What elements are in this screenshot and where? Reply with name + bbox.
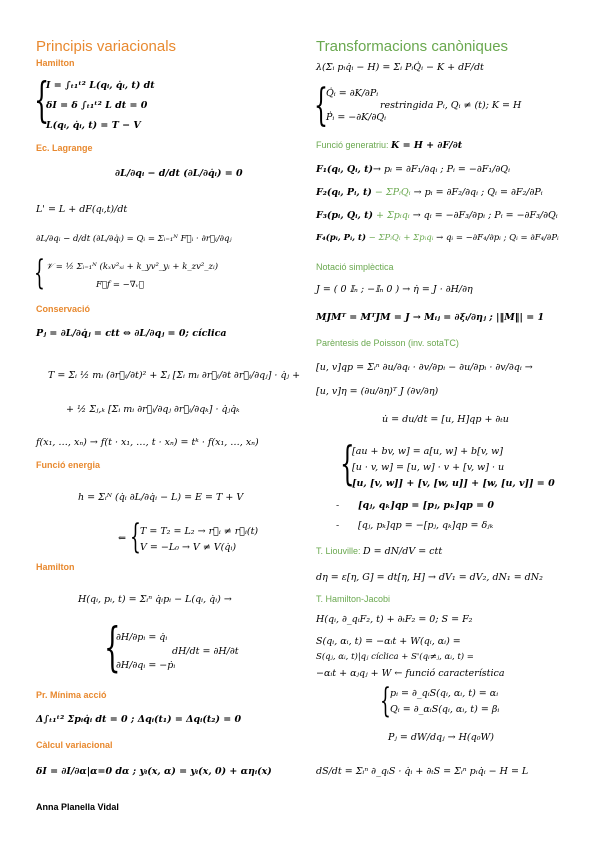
- section-minima-accio: Pr. Mínima acció: [36, 690, 107, 700]
- eq-restricted: restringida Pᵢ, Qᵢ ≠ (t); K = H: [380, 100, 522, 111]
- eq-conserved-momentum: Pⱼ = ∂L/∂q̇ⱼ = ctt ⇔ ∂L/∂qⱼ = 0; cíclica: [36, 328, 227, 339]
- eq-delta-action: δI = δ ∫ₜ₁ᵗ² L dt = 0: [46, 100, 148, 111]
- eq-hamiltonian: H(qᵢ, pᵢ, t) = Σᵢⁿ q̇ᵢpᵢ − L(qᵢ, q̇ᵢ) →: [78, 594, 232, 605]
- eq-energy-cond-1: T = T₂ = L₂ → r⃗ᵢ ≠ r⃗ᵢ(t): [140, 526, 259, 537]
- brace-restricted: {: [314, 80, 328, 131]
- section-simplectica: Notació simplèctica: [316, 262, 394, 272]
- eq-poisson-jacobi: [u, [v, w]] + [v, [w, u]] + [w, [u, v]] = 0: [352, 478, 555, 489]
- eq-action: I = ∫ₜ₁ᵗ² L(qᵢ, q̇ᵢ, t) dt: [46, 80, 155, 91]
- section-funcio-generatriu: Funció generatriu: K = H + ∂F/∂t: [316, 140, 463, 151]
- brace-poisson: {: [340, 436, 355, 490]
- eq-euler-homogeneous: f(x₁, …, xₙ) → f(t · x₁, …, t · xₙ) = tᵏ · f(x₁, …, xₙ): [36, 437, 259, 448]
- brace-hj: {: [380, 681, 391, 721]
- eq-dissipation: 𝒱 = ½ Σᵢ₌₁ᴺ (kₓv²ₓᵢ + k_yv²_yᵢ + k_zv²_zᵢ): [46, 262, 219, 272]
- gen-row-4: F₄(pᵢ, Pᵢ, t) − ΣPᵢQᵢ + Σpᵢqᵢ → qᵢ = −∂F₄/∂pᵢ ; Qᵢ = ∂F₄/∂Pᵢ: [316, 233, 559, 243]
- eq-poisson-linearity: [au + bv, w] = a[u, w] + b[v, w]: [352, 446, 503, 457]
- brace-hamilton: {: [34, 72, 50, 128]
- section-calcul-variacional: Càlcul variacional: [36, 740, 113, 750]
- eq-fundamental-2: [qⱼ, pₖ]qp = −[pⱼ, qₖ]qp = δⱼₖ: [358, 520, 494, 531]
- section-conservacio: Conservació: [36, 304, 91, 314]
- eq-hamilton-2: ∂H/∂qᵢ = −ṗᵢ: [116, 660, 176, 671]
- right-title: Transformacions canòniques: [316, 38, 509, 55]
- eq-hj-s-2: S(qⱼ, αᵢ, t)|qⱼ cíclica + S'(qᵢ≠ⱼ, αᵢ, t) =: [316, 652, 474, 662]
- section-poisson: Parèntesis de Poisson (inv. sotaTC): [316, 338, 459, 348]
- brace-hamilton-eqs: {: [104, 618, 121, 678]
- eq-hj-s-1: S(qᵢ, αᵢ, t) = −αᵢt + W(qᵢ, αᵢ) =: [316, 636, 461, 647]
- section-lagrange: Ec. Lagrange: [36, 143, 93, 153]
- bullet-1: -: [336, 500, 340, 511]
- eq-hamilton-1: ∂H/∂pᵢ = q̇ᵢ: [116, 632, 168, 643]
- eq-canonical-condition: λ(Σᵢ pᵢq̇ᵢ − H) = Σᵢ PᵢQ̇ᵢ − K + dF/dt: [316, 62, 484, 73]
- eq-hj-s-3: −αᵢt + αⱼqⱼ + W ← funció característica: [316, 668, 505, 679]
- brace-dissipation: {: [34, 253, 45, 293]
- eq-canonical-p: Ṗᵢ = −∂K/∂Qᵢ: [326, 112, 387, 123]
- eq-gauge: L' = L + dF(qᵢ,t)/dt: [36, 204, 128, 215]
- eq-variational: δI = ∂I/∂α|α=0 dα ; yᵢ(x, α) = yᵢ(x, 0) + αηᵢ(x): [36, 766, 272, 777]
- author: Anna Planella Vidal: [36, 802, 119, 812]
- gen-row-1: F₁(qᵢ, Qᵢ, t)→ pᵢ = ∂F₁/∂qᵢ ; Pᵢ = −∂F₁/∂Qᵢ: [316, 164, 511, 175]
- section-liouville: T. Liouville: D = dN/dV = ctt: [316, 546, 443, 557]
- eq-canonical-q: Q̇ᵢ = ∂K/∂Pᵢ: [326, 88, 379, 99]
- section-hamilton-2: Hamilton: [36, 562, 75, 572]
- eq-hj-ds: dS/dt = Σᵢⁿ ∂_qᵢS · q̇ᵢ + ∂ₜS = Σᵢⁿ pᵢq̇ᵢ − H = L: [316, 766, 529, 777]
- eq-symplectic-m: MJMᵀ = MᵀJM = J → Mᵢⱼ = ∂ξᵢ/∂ηⱼ ; |‖M‖| = 1: [316, 312, 545, 323]
- eq-lagrangian: L(qᵢ, q̇ᵢ, t) = T − V: [46, 120, 141, 131]
- section-hamilton: Hamilton: [36, 58, 75, 68]
- eq-generalized-force: ∂L/∂qᵢ − d/dt (∂L/∂q̇ᵢ) = Qᵢ = Σᵢ₌₁ᴺ F⃗ᵢ · ∂r⃗ᵢ/∂qⱼ: [36, 234, 232, 244]
- left-title: Principis variacionals: [36, 38, 177, 55]
- section-hamilton-jacobi: T. Hamilton-Jacobi: [316, 594, 391, 604]
- bullet-2: -: [336, 520, 340, 531]
- eq-hj-q: Qᵢ = ∂_αᵢS(qᵢ, αᵢ, t) = βᵢ: [390, 704, 500, 715]
- brace-energy: {: [130, 517, 141, 557]
- eq-poisson-leibniz: [u · v, w] = [u, w] · v + [v, w] · u: [352, 462, 505, 473]
- eq-energy-function: h = Σᵢᴺ (q̇ᵢ ∂L/∂q̇ᵢ − L) = E = T + V: [78, 492, 244, 503]
- eq-lagrange: ∂L/∂qᵢ − d/dt (∂L/∂q̇ᵢ) = 0: [115, 168, 243, 179]
- eq-time-evolution: u̇ = du/dt = [u, H]qp + ∂ₜu: [382, 414, 509, 425]
- eq-friction-force: F⃗f = −∇ᵥ𝒱: [96, 280, 144, 290]
- eq-energy-cond-2: V = −L₀ → V ≠ V(q̇ᵢ): [140, 542, 237, 553]
- eq-hj-pj: Pⱼ = dW/dqⱼ → H(q₀W): [388, 732, 494, 743]
- eq-kinetic-energy-2: + ½ Σⱼ,ₖ [Σᵢ mᵢ ∂r⃗ᵢ/∂qⱼ ∂r⃗ᵢ/∂qₖ] · q̇ⱼq̇ₖ: [66, 404, 240, 415]
- eq-symplectic-j: J = ( 0 𝕀ₙ ; −𝕀ₙ 0 ) → η̇ = J · ∂H/∂η: [316, 284, 473, 295]
- eq-fundamental-1: [qⱼ, qₖ]qp = [pⱼ, pₖ]qp = 0: [358, 500, 495, 511]
- eq-hj: H(qᵢ, ∂_qᵢF₂, t) + ∂ₜF₂ = 0; S = F₂: [316, 614, 473, 625]
- eq-poisson-eta: [u, v]η = (∂u/∂η)ᵀ J (∂v/∂η): [316, 386, 439, 397]
- eq-kinetic-energy: T = Σᵢ ½ mᵢ (∂r⃗ᵢ/∂t)² + Σⱼ [Σᵢ mᵢ ∂r⃗ᵢ/∂t ∂r⃗ᵢ/∂qⱼ] · q̇ⱼ +: [48, 370, 301, 381]
- eq-poisson-def: [u, v]qp = Σᵢⁿ ∂u/∂qᵢ · ∂v/∂pᵢ − ∂u/∂pᵢ · ∂v/∂qᵢ →: [316, 362, 533, 373]
- section-funcio-energia: Funció energia: [36, 460, 101, 470]
- eq-implication-sign: ⇐: [118, 533, 126, 544]
- gen-row-2: F₂(qᵢ, Pᵢ, t) − ΣPᵢQᵢ → pᵢ = ∂F₂/∂qᵢ ; Qᵢ = ∂F₂/∂Pᵢ: [316, 187, 543, 198]
- gen-row-3: F₃(pᵢ, Qᵢ, t) + Σpᵢqᵢ → qᵢ = −∂F₃/∂pᵢ ; Pᵢ = −∂F₃/∂Qᵢ: [316, 210, 558, 221]
- eq-hamilton-3: dH/dt = ∂H/∂t: [172, 646, 239, 657]
- eq-hj-p: pᵢ = ∂_qᵢS(qᵢ, αᵢ, t) = αᵢ: [390, 688, 499, 699]
- eq-least-action: Δ∫ₜ₁ᵗ² Σpᵢq̇ᵢ dt = 0 ; Δqᵢ(t₁) = Δqᵢ(t₂) = 0: [36, 714, 242, 725]
- eq-liouville: dη = ε[η, G] = dt[η, H] → dV₁ = dV₂, dN₁ = dN₂: [316, 572, 543, 583]
